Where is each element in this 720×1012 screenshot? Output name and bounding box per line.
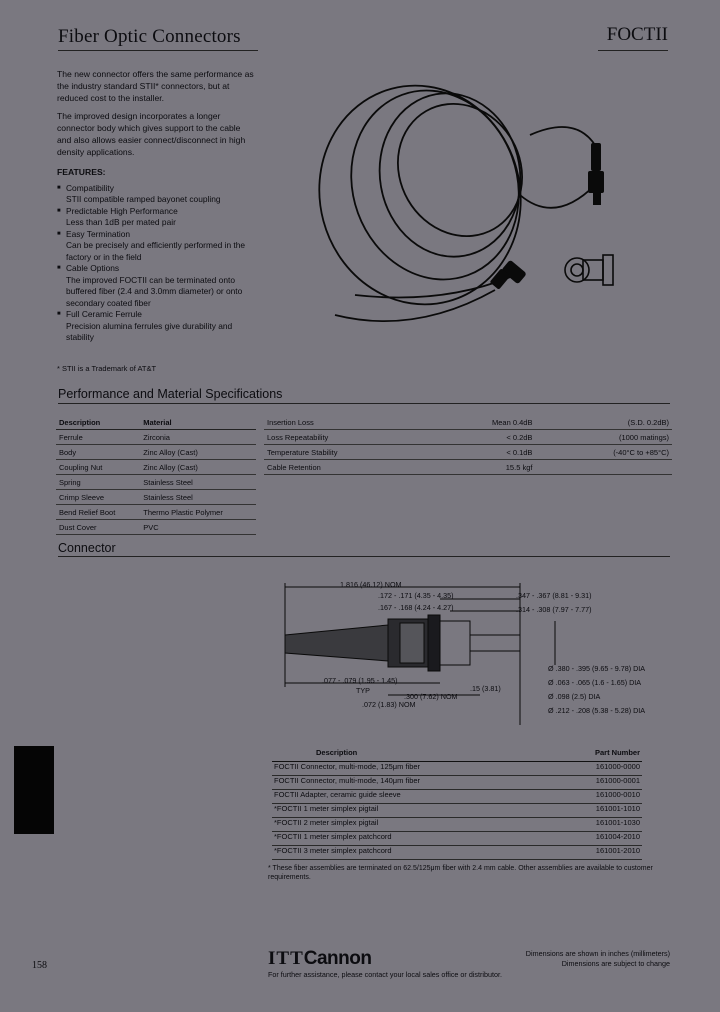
footer-note: For further assistance, please contact your local sales office or distributor.	[268, 970, 502, 979]
ordering-table	[272, 748, 672, 858]
dimension-label: Ø .212 - .208 (5.38 - 5.28) DIA	[548, 706, 646, 715]
section-divider	[58, 403, 670, 404]
dimension-label: .172 - .171 (4.35 - 4.35)	[378, 591, 454, 600]
dimension-label: Ø .098 (2.5) DIA	[548, 692, 601, 701]
feature-item: ■ Cable Options The improved FOCTII can be terminated onto buffered fiber (2.4 and 3.0mm diameter) or onto secondary coated fiber	[57, 263, 262, 309]
table-row: FOCTII Connector, multi-mode, 125μm fiber 161000-0000	[272, 762, 642, 776]
feature-item: ■ Predictable High Performance Less than 1dB per mated pair	[57, 206, 262, 229]
feature-item: ■ Compatibility STII compatible ramped bayonet coupling	[57, 183, 262, 206]
dimension-label: Ø .380 - .395 (9.65 - 9.78) DIA	[548, 664, 646, 673]
features-list	[57, 167, 262, 344]
table-row: Ferrule Zirconia	[56, 430, 256, 445]
intro-paragraph: The improved design incorporates a longer connector body which gives support to the cable and also allows easier connect/disconnect in high density applications.	[57, 111, 246, 157]
features-heading: FEATURES:	[57, 167, 106, 177]
table-row: Loss Repeatability < 0.2dB (1000 matings)	[264, 430, 672, 445]
table-header: Description Part Number	[272, 748, 642, 762]
table-row: Cable Retention 15.5 kgf	[264, 460, 672, 475]
ordering-footnote: * These fiber assemblies are terminated on 62.5/125μm fiber with 2.4 mm cable. Other assemblies are available to customer requirements.	[268, 865, 653, 881]
dimension-label: .15 (3.81)	[470, 684, 501, 693]
feature-item: ■ Easy Termination Can be precisely and efficiently performed in the factory or in the field	[57, 229, 262, 264]
title-underline	[58, 50, 258, 51]
table-row: FOCTII Adapter, ceramic guide sleeve 161000-0010	[272, 790, 642, 804]
dimension-label: .077 - .079 (1.95 - 1.45)	[322, 676, 398, 685]
table-row: Body Zinc Alloy (Cast)	[56, 445, 256, 460]
intro-text	[57, 68, 257, 164]
product-code: FOCTII	[606, 24, 668, 45]
dimension-label: Ø .063 - .065 (1.6 - 1.65) DIA	[548, 678, 642, 687]
table-row: Dust Cover PVC	[56, 520, 256, 535]
table-row: Spring Stainless Steel	[56, 475, 256, 490]
trademark-footnote: * STII is a Trademark of AT&T	[57, 364, 157, 373]
table-row: Temperature Stability < 0.1dB (-40°C to +85°C)	[264, 445, 672, 460]
table-row: *FOCTII 1 meter simplex pigtail 161001-1010	[272, 804, 642, 818]
table-row: *FOCTII 2 meter simplex pigtail 161001-1030	[272, 818, 642, 832]
column-header: Description	[56, 415, 140, 430]
dimension-label: .314 - .308 (7.97 - 7.77)	[516, 605, 592, 614]
page-number: 158	[32, 960, 47, 971]
table-row: *FOCTII 3 meter simplex patchcord 161001-2010	[272, 846, 642, 860]
cable-assembly-photo	[295, 75, 675, 340]
dimension-label: .072 (1.83) NOM	[362, 700, 416, 709]
connector-heading: Connector	[58, 541, 116, 555]
dimension-label: .347 - .367 (8.81 - 9.31)	[516, 591, 592, 600]
dimension-label: TYP	[356, 686, 370, 695]
dimension-label: 1.816 (46.12) NOM	[340, 580, 402, 589]
dimension-label: .167 - .168 (4.24 - 4.27)	[378, 603, 454, 612]
page-title: Fiber Optic Connectors	[58, 26, 241, 47]
table-row: Coupling Nut Zinc Alloy (Cast)	[56, 460, 256, 475]
performance-heading: Performance and Material Specifications	[58, 387, 283, 401]
section-tab	[14, 746, 54, 834]
table-row: Crimp Sleeve Stainless Steel	[56, 490, 256, 505]
column-header: Material	[140, 415, 256, 430]
table-row: FOCTII Connector, multi-mode, 140μm fiber 161000-0001	[272, 776, 642, 790]
code-underline	[598, 50, 668, 51]
intro-paragraph: The new connector offers the same performance as the industry standard STII* connectors, but at reduced cost to the installer.	[57, 69, 254, 103]
table-row: Bend Relief Boot Thermo Plastic Polymer	[56, 505, 256, 520]
performance-table	[264, 415, 672, 475]
dimension-label: .300 (7.62) NOM	[404, 692, 458, 701]
table-row: *FOCTII 1 meter simplex patchcord 161004-2010	[272, 832, 642, 846]
section-divider	[58, 556, 670, 557]
materials-table	[56, 415, 256, 535]
feature-item: ■ Full Ceramic Ferrule Precision alumina ferrules give durability and stability	[57, 309, 262, 344]
table-row: Insertion Loss Mean 0.4dB (S.D. 0.2dB)	[264, 415, 672, 430]
itt-cannon-logo: ITTCannon	[268, 948, 372, 969]
dimensions-note: Dimensions are shown in inches (millimeters) Dimensions are subject to change	[525, 949, 670, 968]
